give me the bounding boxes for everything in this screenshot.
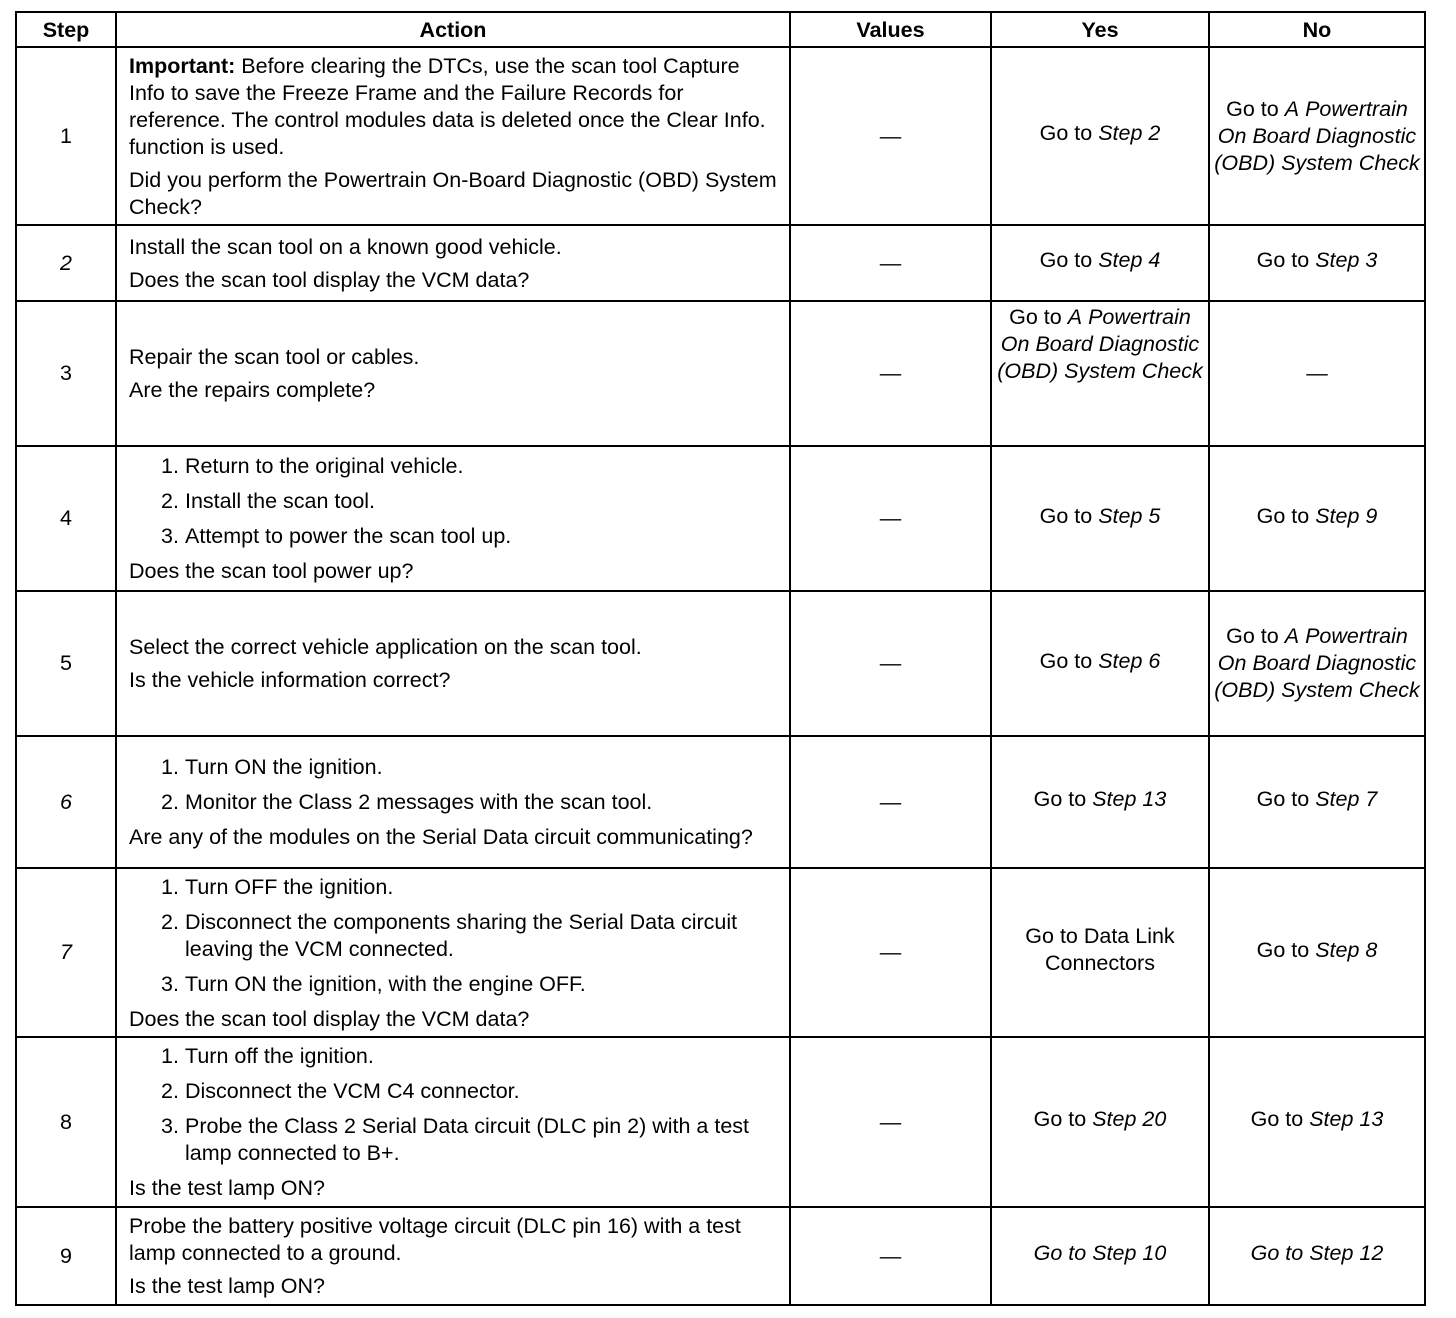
values-cell: — (790, 446, 991, 591)
table-row (16, 736, 1425, 868)
goto-text: Go to (1256, 248, 1310, 272)
list-item: 3. Probe the Class 2 Serial Data circuit (DLC pin 2) with a test lamp connected to B+. (161, 1114, 750, 1165)
table-row (16, 868, 1425, 1037)
important-note (129, 53, 781, 161)
goto-text: Go to (1256, 937, 1310, 962)
table-row (16, 591, 1425, 736)
action-question: Are the repairs complete? (129, 378, 376, 402)
values-cell: — (790, 868, 991, 1037)
header-no: No (1209, 12, 1425, 47)
values-cell: — (790, 1207, 991, 1305)
yes-link-prefix[interactable]: A (1067, 305, 1083, 329)
no-cell (1209, 868, 1425, 1037)
yes-cell (991, 868, 1209, 1037)
goto-text: Go to (1039, 648, 1093, 673)
no-link[interactable]: Step 7 (1315, 787, 1378, 811)
goto-text: Go to (1033, 787, 1087, 811)
action-cell (116, 446, 790, 591)
goto-text: Go to (1256, 503, 1310, 528)
list-item: 1. Turn ON the ignition. (161, 755, 383, 779)
values-cell: — (790, 47, 991, 225)
list-item: 1. Turn OFF the ignition. (161, 874, 394, 899)
no-cell (1209, 446, 1425, 591)
table-row (16, 1207, 1425, 1305)
yes-link[interactable]: Step 20 (1092, 1107, 1167, 1131)
yes-cell (991, 446, 1209, 591)
table-row (16, 301, 1425, 446)
header-row (16, 12, 1425, 47)
no-link-prefix[interactable]: A (1284, 624, 1300, 648)
table-row (16, 446, 1425, 591)
step-number: 6 (16, 736, 116, 868)
important-text: Before clearing the DTCs, use the scan tool Capture Info to save the Freeze Frame and the Failure Records for reference. The control modules data is deleted once the Clear Info. function is used. (129, 53, 766, 159)
table-row (16, 225, 1425, 301)
action-text: Probe the battery positive voltage circuit (DLC pin 16) with a test lamp connected to a ground. (129, 1214, 741, 1265)
header-values: Values (790, 12, 991, 47)
no-cell (1209, 1207, 1425, 1305)
yes-link[interactable]: Powertrain On Board Diagnostic (OBD) System Check (997, 305, 1203, 383)
yes-cell (991, 1207, 1209, 1305)
no-cell (1209, 1037, 1425, 1207)
no-link[interactable]: Go to Step 12 (1250, 1241, 1384, 1265)
action-cell (116, 868, 790, 1037)
yes-link[interactable]: Step 2 (1098, 121, 1161, 145)
header-step: Step (16, 12, 116, 47)
action-question: Is the test lamp ON? (129, 1176, 325, 1200)
step-number: 5 (16, 591, 116, 736)
step-number: 9 (16, 1207, 116, 1305)
table-row (16, 1037, 1425, 1207)
action-question: Is the vehicle information correct? (129, 668, 451, 692)
values-cell: — (790, 736, 991, 868)
yes-cell (991, 1037, 1209, 1207)
goto-text: Go to (1226, 624, 1279, 648)
diagnostic-table (15, 11, 1426, 1306)
action-question: Is the test lamp ON? (129, 1274, 325, 1298)
goto-text: Go to (1009, 305, 1062, 329)
yes-cell (991, 591, 1209, 736)
action-question: Does the scan tool display the VCM data? (129, 267, 530, 292)
goto-text: Go to (1226, 96, 1279, 121)
yes-link[interactable]: Step 4 (1098, 248, 1161, 272)
no-cell (1209, 47, 1425, 225)
step-number: 8 (16, 1037, 116, 1207)
no-cell: — (1209, 301, 1425, 446)
no-link[interactable]: Powertrain On Board Diagnostic (OBD) System Check (1214, 96, 1420, 175)
list-item: 2. Install the scan tool. (161, 489, 376, 513)
yes-link[interactable]: Step 13 (1092, 787, 1167, 811)
list-item: 3. Turn ON the ignition, with the engine OFF. (161, 971, 586, 996)
yes-cell (991, 301, 1209, 446)
goto-text: Go to (1250, 1107, 1304, 1131)
action-cell (116, 47, 790, 225)
values-cell: — (790, 1037, 991, 1207)
action-cell (116, 591, 790, 736)
action-text: Select the correct vehicle application on the scan tool. (129, 635, 642, 659)
action-question: Does the scan tool power up? (129, 559, 414, 583)
no-link[interactable]: Powertrain On Board Diagnostic (OBD) System Check (1214, 624, 1420, 702)
yes-cell (991, 736, 1209, 868)
no-link[interactable]: Step 9 (1315, 503, 1378, 528)
header-yes: Yes (991, 12, 1209, 47)
action-cell (116, 736, 790, 868)
step-number: 2 (16, 225, 116, 301)
no-cell (1209, 225, 1425, 301)
no-link-prefix[interactable]: A (1284, 96, 1300, 121)
list-item: 2. Disconnect the VCM C4 connector. (161, 1079, 520, 1103)
list-item: 2. Disconnect the components sharing the Serial Data circuit leaving the VCM connected. (161, 909, 738, 961)
values-cell: — (790, 225, 991, 301)
table-row (16, 47, 1425, 225)
goto-text: Go to (1039, 503, 1093, 528)
action-text: Repair the scan tool or cables. (129, 345, 420, 369)
no-link[interactable]: Step 8 (1315, 937, 1378, 962)
action-cell (116, 1207, 790, 1305)
list-item: 1. Return to the original vehicle. (161, 454, 464, 478)
goto-text: Go to (1039, 121, 1093, 145)
yes-cell (991, 47, 1209, 225)
no-cell (1209, 591, 1425, 736)
values-cell: — (790, 591, 991, 736)
step-number: 4 (16, 446, 116, 591)
yes-link[interactable]: Step 5 (1098, 503, 1161, 528)
goto-text: Go to (1033, 1107, 1087, 1131)
action-question: Did you perform the Powertrain On-Board Diagnostic (OBD) System Check? (129, 167, 777, 219)
no-cell (1209, 736, 1425, 868)
list-item: 2. Monitor the Class 2 messages with the scan tool. (161, 790, 653, 814)
action-cell (116, 1037, 790, 1207)
goto-text: Go to (1256, 787, 1310, 811)
important-label: Important: (129, 53, 236, 78)
no-link[interactable]: Step 13 (1309, 1107, 1384, 1131)
yes-link[interactable]: Go to Data Link Connectors (1025, 924, 1175, 975)
values-cell: — (790, 301, 991, 446)
step-number: 3 (16, 301, 116, 446)
yes-link[interactable]: Go to Step 10 (1033, 1241, 1167, 1265)
action-cell (116, 225, 790, 301)
yes-link[interactable]: Step 6 (1098, 648, 1161, 673)
action-question: Does the scan tool display the VCM data? (129, 1006, 530, 1031)
action-text: Install the scan tool on a known good vehicle. (129, 234, 562, 259)
list-item: 3. Attempt to power the scan tool up. (161, 524, 512, 548)
no-link[interactable]: Step 3 (1315, 248, 1378, 272)
yes-cell (991, 225, 1209, 301)
step-number: 7 (16, 868, 116, 1037)
action-question: Are any of the modules on the Serial Data circuit communicating? (129, 825, 753, 849)
goto-text: Go to (1039, 248, 1093, 272)
action-cell (116, 301, 790, 446)
header-action: Action (116, 12, 790, 47)
step-number: 1 (16, 47, 116, 225)
list-item: 1. Turn off the ignition. (161, 1044, 374, 1068)
